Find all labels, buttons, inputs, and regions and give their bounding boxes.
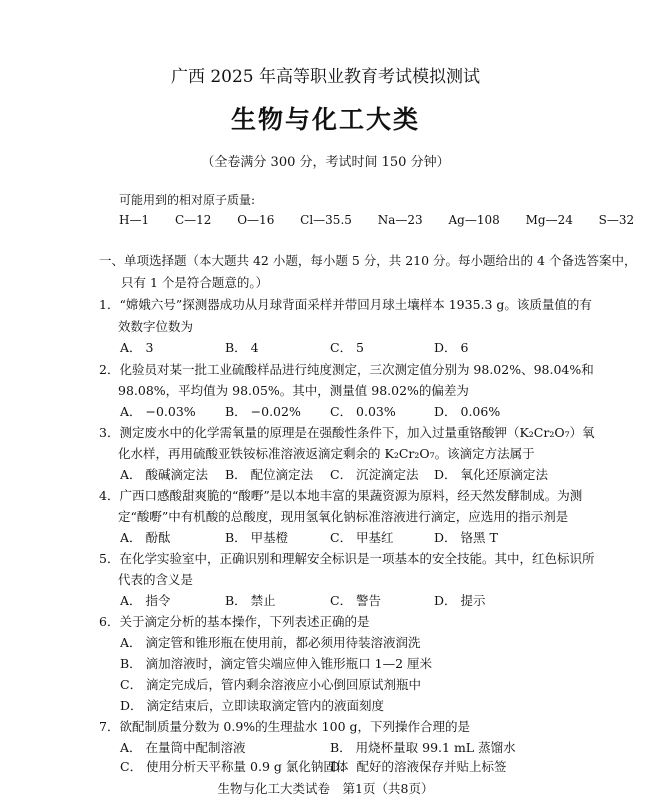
atomic-mass-item: Na—23: [377, 213, 423, 227]
exam-note: （全卷满分 300 分，考试时间 150 分钟）: [201, 155, 450, 170]
option-c: C． 警告: [330, 593, 382, 608]
page-footer: 生物与化工大类试卷 第1页（共8页）: [217, 781, 434, 796]
atomic-mass-item: Cl—35.5: [300, 213, 352, 227]
question-1-text-continued: 效数字位数为: [118, 319, 194, 334]
option-a: A． 酚酞: [120, 530, 171, 545]
option-b: B． −0.02%: [225, 404, 301, 419]
option-a: A． 酸碱滴定法: [120, 467, 209, 482]
question-2-text-continued: 98.08%，平均值为 98.05%。其中，测量值 98.02%的偏差为: [118, 383, 469, 398]
question-3-text: 3．测定废水中的化学需氧量的原理是在强酸性条件下，加入过量重铬酸钾（K₂Cr₂O₇）氧: [99, 425, 595, 440]
option-b: B． 配位滴定法: [225, 467, 314, 482]
question-6-text: 6．关于滴定分析的基本操作，下列表述正确的是: [99, 614, 370, 629]
option-c: C． 0.03%: [330, 404, 396, 419]
atomic-mass-item: S—32: [598, 213, 635, 227]
question-7-text: 7．欲配制质量分数为 0.9%的生理盐水 100 g，下列操作合理的是: [99, 719, 470, 734]
option-c: C． 沉淀滴定法: [330, 467, 419, 482]
atomic-mass-item: Mg—24: [525, 213, 573, 227]
exam-title: 广西 2025 年高等职业教育考试模拟测试: [170, 67, 481, 87]
option-a: A． 在量筒中配制溶液: [120, 740, 246, 755]
question-6-option-c: C． 滴定完成后，管内剩余溶液应小心倒回原试剂瓶中: [120, 677, 422, 692]
question-6-option-a: A． 滴定管和锥形瓶在使用前，都必须用待装溶液润洗: [120, 635, 421, 650]
question-4-text-continued: 定“酸嘢”中有机酸的总酸度，现用氢氧化钠标准溶液进行滴定，应选用的指示剂是: [118, 509, 569, 524]
option-b: B． 禁止: [225, 593, 276, 608]
option-d: D． 0.06%: [434, 404, 501, 419]
option-b: B． 甲基橙: [225, 530, 289, 545]
option-a: A． 3: [120, 340, 154, 355]
question-6-option-b: B． 滴加溶液时，滴定管尖端应伸入锥形瓶口 1—2 厘米: [120, 656, 433, 671]
atomic-mass-item: C—12: [174, 213, 212, 227]
atomic-mass-item: Ag—108: [448, 213, 500, 227]
atomic-mass-list: [119, 213, 651, 227]
question-2-text: 2．化验员对某一批工业硫酸样品进行纯度测定，三次测定值分别为 98.02%、98.04%和: [99, 362, 594, 377]
atomic-mass-item: H—1: [119, 213, 150, 227]
option-d: D． 提示: [434, 593, 486, 608]
option-c: C． 使用分析天平称量 0.9 g 氯化钠固体: [120, 759, 349, 774]
option-d: D． 配好的溶液保存并贴上标签: [330, 759, 507, 774]
atomic-mass-label: 可能用到的相对原子质量:: [119, 193, 256, 207]
subject-title: 生物与化工大类: [230, 105, 420, 134]
option-c: C． 甲基红: [330, 530, 394, 545]
question-5-text-continued: 代表的含义是: [118, 572, 194, 587]
option-d: D． 氧化还原滴定法: [434, 467, 548, 482]
question-4-text: 4．广西口感酸甜爽脆的“酸嘢”是以本地丰富的果蔬资源为原料，经天然发酵制成。为测: [99, 488, 583, 503]
option-b: B． 用烧杯量取 99.1 mL 蒸馏水: [330, 740, 516, 755]
section-title: 一、单项选择题（本大题共 42 小题，每小题 5 分，共 210 分。每小题给出的 4 个备选答案中，: [99, 253, 637, 268]
question-5-text: 5．在化学实验室中，正确识别和理解安全标识是一项基本的安全技能。其中，红色标识所: [99, 551, 595, 566]
option-d: D． 6: [434, 340, 469, 355]
question-1-text: 1．“嫦娥六号”探测器成功从月球背面采样并带回月球土壤样本 1935.3 g。该质量值的有: [99, 297, 592, 312]
atomic-mass-item: O—16: [237, 213, 275, 227]
question-3-text-continued: 化水样，再用硫酸亚铁铵标准溶液返滴定剩余的 K₂Cr₂O₇。该滴定方法属于: [118, 446, 535, 461]
option-b: B． 4: [225, 340, 259, 355]
section-title-continued: 只有 1 个是符合题意的。）: [121, 275, 269, 290]
question-6-option-d: D． 滴定结束后，立即读取滴定管内的液面刻度: [120, 698, 384, 713]
option-a: A． 指令: [120, 593, 171, 608]
option-a: A． −0.03%: [120, 404, 196, 419]
option-d: D． 铬黑 T: [434, 530, 498, 545]
option-c: C． 5: [330, 340, 364, 355]
